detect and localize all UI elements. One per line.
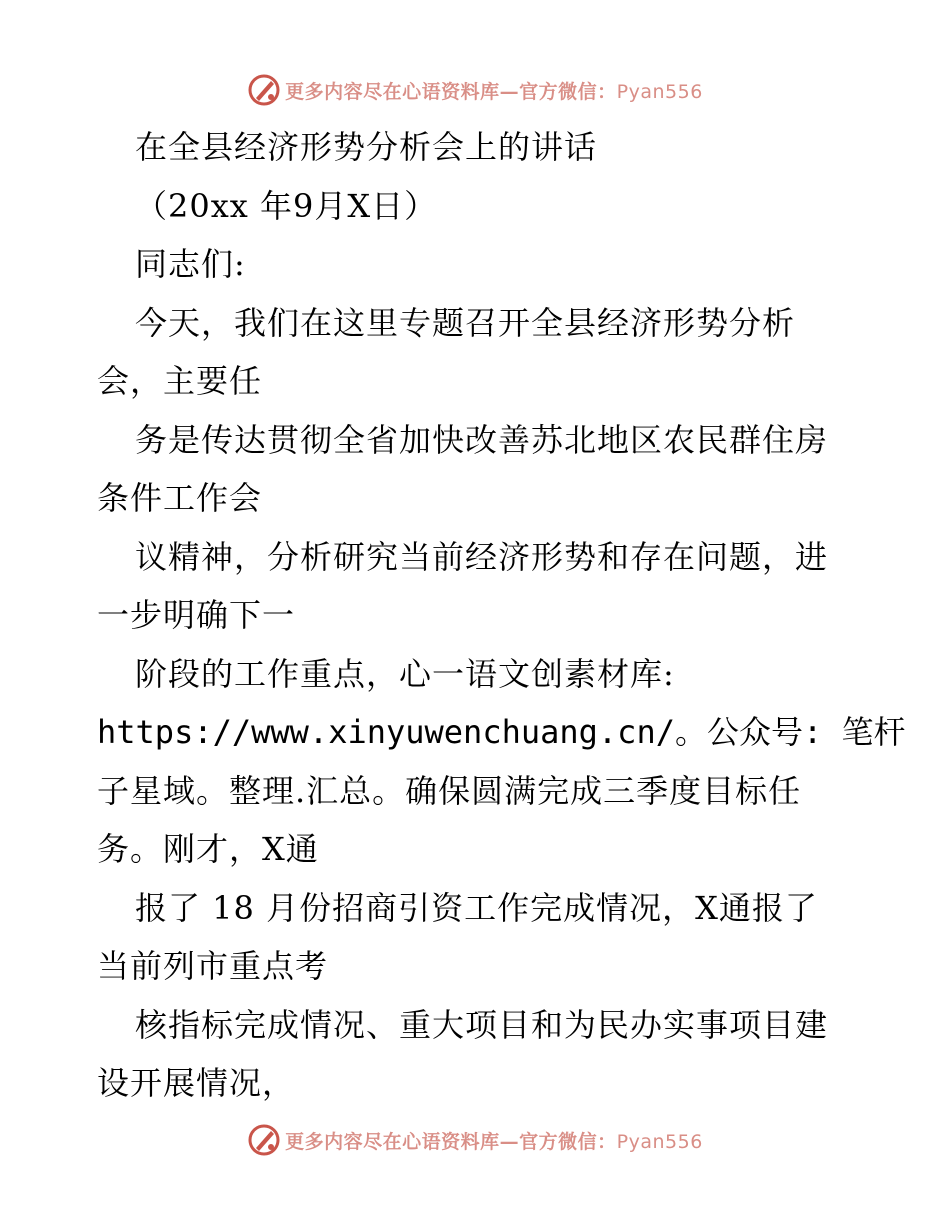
body-line: 报了 18 月份招商引资工作完成情况，X通报了: [135, 888, 818, 927]
body-line: 今天，我们在这里专题召开全县经济形势分析: [135, 303, 796, 342]
body-line: 设开展情况，: [97, 1064, 296, 1102]
header-wechat-id: Pyan556: [616, 80, 703, 103]
header-banner: [0, 70, 950, 110]
body-line: 务。刚才，X通: [97, 830, 319, 868]
quill-pen-logo-icon: [247, 1123, 281, 1157]
body-line: 议精神，分析研究当前经济形势和存在问题，进: [135, 537, 829, 576]
body-line: 子星域。整理.汇总。确保圆满完成三季度目标任: [97, 771, 802, 810]
body-line: 当前列市重点考: [97, 947, 329, 985]
document-date: （20xx 年9月X日）: [135, 186, 438, 225]
body-line: 核指标完成情况、重大项目和为民办实事项目建: [135, 1005, 829, 1044]
body-line: 阶段的工作重点，心一语文创素材库:: [135, 654, 675, 693]
quill-pen-logo-icon: [247, 73, 281, 107]
document-body: [97, 118, 906, 1113]
body-line: 务是传达贯彻全省加快改善苏北地区农民群住房: [135, 420, 829, 459]
body-line: 会，主要任: [97, 362, 263, 400]
document-title: 在全县经济形势分析会上的讲话: [135, 128, 598, 166]
salutation: 同志们:: [135, 245, 246, 283]
header-banner-label: [285, 77, 703, 104]
footer-banner-text: 更多内容尽在心语资料库—官方微信：: [285, 1130, 617, 1153]
footer-banner-label: [285, 1127, 703, 1154]
body-line-url: https://www.xinyuwenchuang.cn/。公众号: 笔杆: [97, 713, 906, 751]
footer-wechat-id: Pyan556: [616, 1130, 703, 1153]
footer-banner: [0, 1120, 950, 1160]
body-line: 条件工作会: [97, 479, 263, 517]
body-line: 一步明确下一: [97, 596, 296, 634]
header-banner-text: 更多内容尽在心语资料库—官方微信：: [285, 80, 617, 103]
